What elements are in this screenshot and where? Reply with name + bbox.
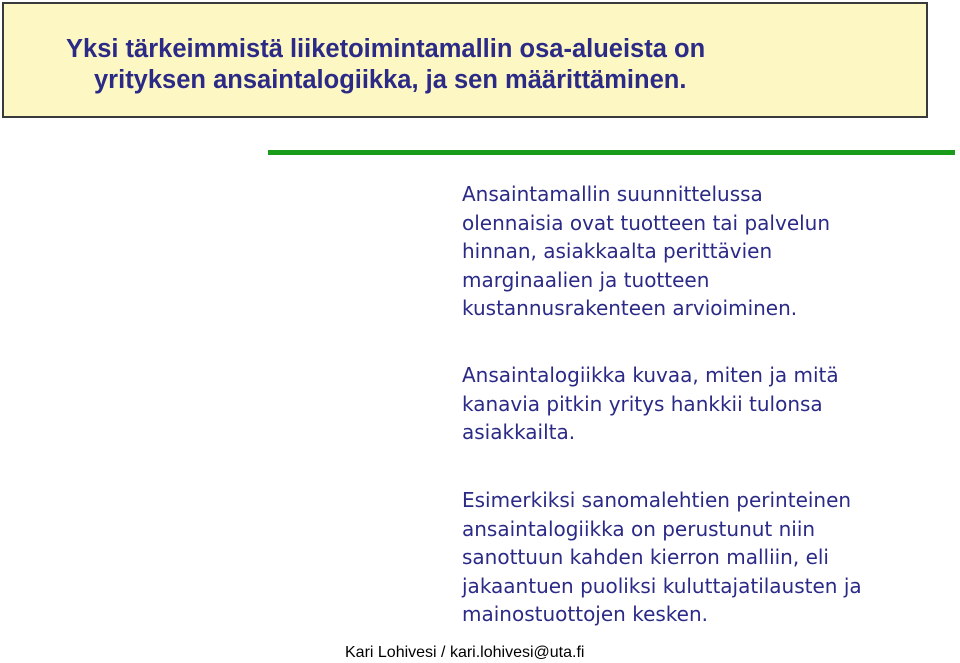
slide-title: [66, 34, 926, 96]
paragraph-revenue-model: [462, 180, 830, 323]
title-line: yrityksen ansaintalogiikka, ja sen määrittäminen.: [94, 66, 687, 94]
paragraph-line: kanavia pitkin yritys hankkii tulonsa: [462, 391, 823, 416]
paragraph-line: kustannusrakenteen arvioiminen.: [462, 296, 798, 320]
paragraph-line: sanottuun kahden kierron malliin, eli: [462, 545, 829, 569]
paragraph-example: [462, 486, 862, 629]
paragraph-line: ansaintalogiikka on perustunut niin: [462, 516, 816, 541]
footer-author: Kari Lohivesi / kari.lohivesi@uta.fi: [345, 644, 585, 661]
paragraph-line: hinnan, asiakkaalta perittävien: [462, 239, 773, 263]
paragraph-line: Esimerkiksi sanomalehtien perinteinen: [462, 488, 852, 512]
paragraph-revenue-logic: [462, 361, 839, 447]
paragraph-line: jakaantuen puoliksi kuluttajatilausten ja: [462, 573, 862, 598]
paragraph-line: asiakkailta.: [462, 420, 576, 444]
paragraph-line: olennaisia ovat tuotteen tai palvelun: [462, 210, 831, 235]
paragraph-line: mainostuottojen kesken.: [462, 602, 708, 626]
paragraph-line: marginaalien ja tuotteen: [462, 267, 710, 292]
divider-rule: [268, 150, 955, 155]
paragraph-line: Ansaintalogiikka kuvaa, miten ja mitä: [462, 363, 839, 387]
title-box: [2, 2, 928, 118]
paragraph-line: Ansaintamallin suunnittelussa: [462, 182, 763, 206]
title-line: Yksi tärkeimmistä liiketoimintamallin osa-alueista on: [66, 35, 706, 63]
